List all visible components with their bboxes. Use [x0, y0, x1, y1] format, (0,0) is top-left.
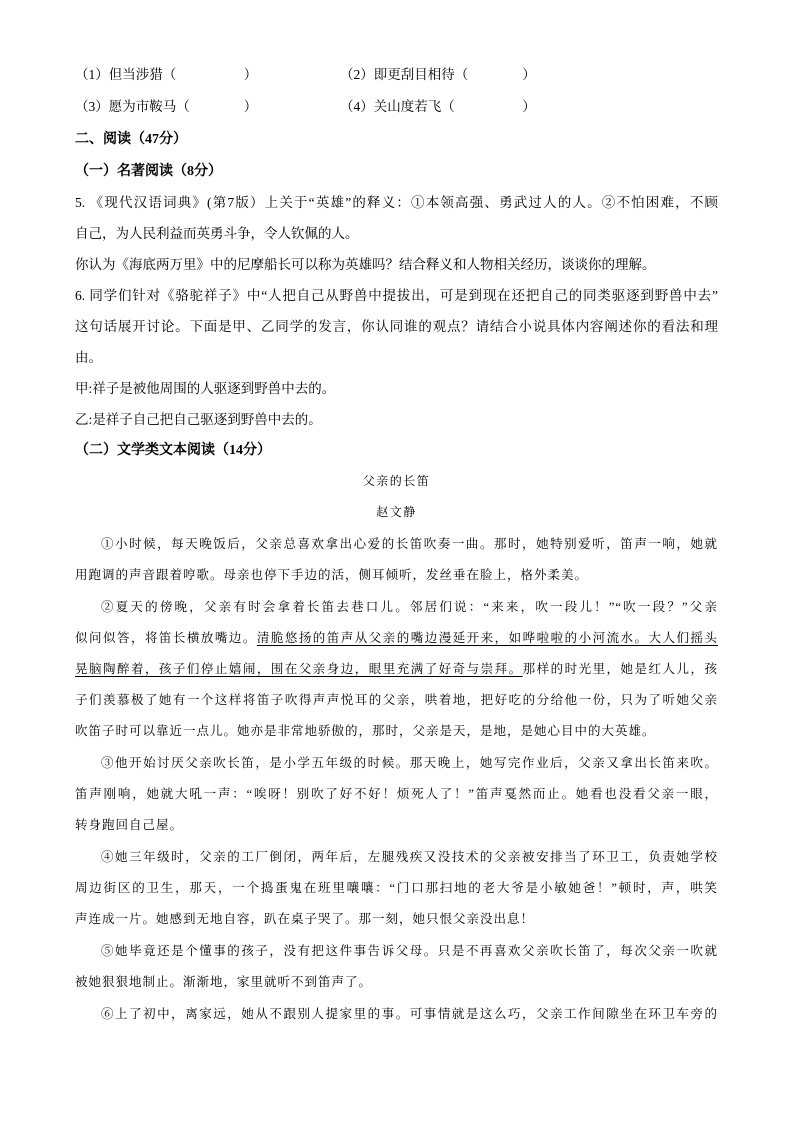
- article-line: 笛声刚响，她就大吼一声：“唉呀！别吹了好不好！烦死人了！”笛声戛然而止。她看也没看父亲一眼，: [75, 787, 718, 801]
- article-line: ①小时候，每天晚饭后，父亲总喜欢拿出心爱的长笛吹奏一曲。那时，她特别爱听，笛声一响，她就: [101, 537, 718, 551]
- article-line: ④她三年级时，父亲的工厂倒闭，两年后，左腿残疾又没技术的父亲被安排当了环卫工，负责她学校: [101, 850, 718, 864]
- article-line: [75, 654, 718, 685]
- opinion-yi: 乙:是祥子自己把自己驱逐到野兽中去的。: [75, 412, 322, 427]
- article-line: ⑤她毕竟还是个懂事的孩子，没有把这件事告诉父母。只是不再喜欢父亲吹长笛了，每次父亲一吹就: [101, 944, 718, 958]
- question-6-line: 由。: [75, 350, 102, 365]
- article-line: [75, 623, 718, 654]
- article-line: ⑥上了初中，离家远，她从不跟别人提家里的事。可事情就是这么巧，父亲工作间隙坐在环卫车旁的: [101, 1007, 718, 1021]
- vocab-item-3: （3）愿为市鞍马（ ）: [75, 99, 258, 114]
- article-line: 周边街区的卫生，那天，一个捣蛋鬼在班里嚷嚷：“门口那扫地的老大爷是小敏她爸！”顿时，声，哄笑: [75, 881, 718, 895]
- vocab-item-2: （2）即更刮目相待（ ）: [340, 67, 536, 82]
- question-5-line: 自己，为人民利益而英勇斗争，令人钦佩的人。: [75, 226, 359, 241]
- question-6-line: 6. 同学们针对《骆驼祥子》中“人把自己从野兽中提拔出，可是到现在还把自己的同类驱逐到野兽中去”: [75, 288, 718, 303]
- line-text: 似问似答，将笛长横放嘴边。: [75, 631, 257, 645]
- vocab-item-4: （4）关山度若飞（ ）: [340, 99, 536, 114]
- article-title: 父亲的长笛: [362, 474, 431, 488]
- article-line: 吹笛子时可以靠近一点儿。她亦是非常地骄傲的，那时，父亲是天，是地，是她心目中的大英雄。: [75, 724, 656, 738]
- question-5: [75, 187, 718, 280]
- section-reading-title: 二、阅读（47分）: [75, 132, 187, 147]
- underlined-sentence: 清脆悠扬的笛声从父亲的嘴边漫延开来，如哗啦啦的小河流水。大人们摇头: [256, 631, 718, 645]
- article: [75, 466, 718, 1030]
- article-paragraph-5: [75, 936, 718, 998]
- article-line: 被她狠狠地制止。渐渐地，家里就听不到笛声了。: [75, 975, 373, 989]
- part-two-title: （二）文学类文本阅读（14分）: [75, 443, 271, 458]
- underlined-sentence: 晃脑陶醉着，孩子们停止嬉闹，围在父亲身边，眼里充满了好奇与崇拜。: [75, 662, 523, 676]
- question-6: [75, 280, 718, 435]
- article-paragraph-6: [75, 999, 718, 1030]
- article-line: ②夏天的傍晚，父亲有时会拿着长笛去巷口儿。邻居们说：“来来，吹一段儿！”“吹一段？”父亲: [101, 600, 718, 614]
- vocab-row: [75, 59, 718, 91]
- opinion-jia: 甲:祥子是被他周围的人驱逐到野兽中去的。: [75, 381, 336, 396]
- article-line: 子们羡慕极了她有一个这样将笛子吹得声声悦耳的父亲，哄着地，把好吃的分给他一份，只为了听她父亲: [75, 693, 718, 707]
- vocab-row: [75, 91, 718, 123]
- article-line: ③他开始讨厌父亲吹长笛，是小学五年级的时候。那天晚上，她写完作业后，父亲又拿出长笛来吹。: [101, 756, 718, 770]
- article-paragraph-4: [75, 842, 718, 935]
- question-5-line: 5. 《现代汉语词典》(第7版）上关于“英雄”的释义：①本领高强、勇武过人的人。②不怕困难，不顾: [75, 195, 718, 210]
- article-paragraph-2: [75, 592, 718, 747]
- vocab-item-1: （1）但当涉猎（ ）: [75, 67, 258, 82]
- article-paragraph-3: [75, 748, 718, 841]
- question-6-line: 这句话展开讨论。下面是甲、乙同学的发言，你认同谁的观点？请结合小说具体内容阐述你的看法和理: [75, 319, 718, 334]
- question-5-prompt: 你认为《海底两万里》中的尼摩船长可以称为英雄吗？结合释义和人物相关经历，谈谈你的理解。: [75, 257, 656, 272]
- article-line: 转身跑回自己屋。: [75, 818, 184, 832]
- part-one-title: （一）名著阅读（8分）: [75, 164, 222, 179]
- article-line: 声连成一片。她感到无地自容，趴在桌子哭了。那一刻，她只恨父亲没出息！: [75, 912, 535, 926]
- article-line: 用跑调的声音跟着哼歌。母亲也停下手边的活，侧耳倾听，发丝垂在脸上，格外柔美。: [75, 568, 589, 582]
- line-text: 那样的时光里，她是红人儿，孩: [522, 662, 718, 676]
- article-author: 赵文静: [376, 505, 417, 519]
- article-paragraph-1: [75, 529, 718, 591]
